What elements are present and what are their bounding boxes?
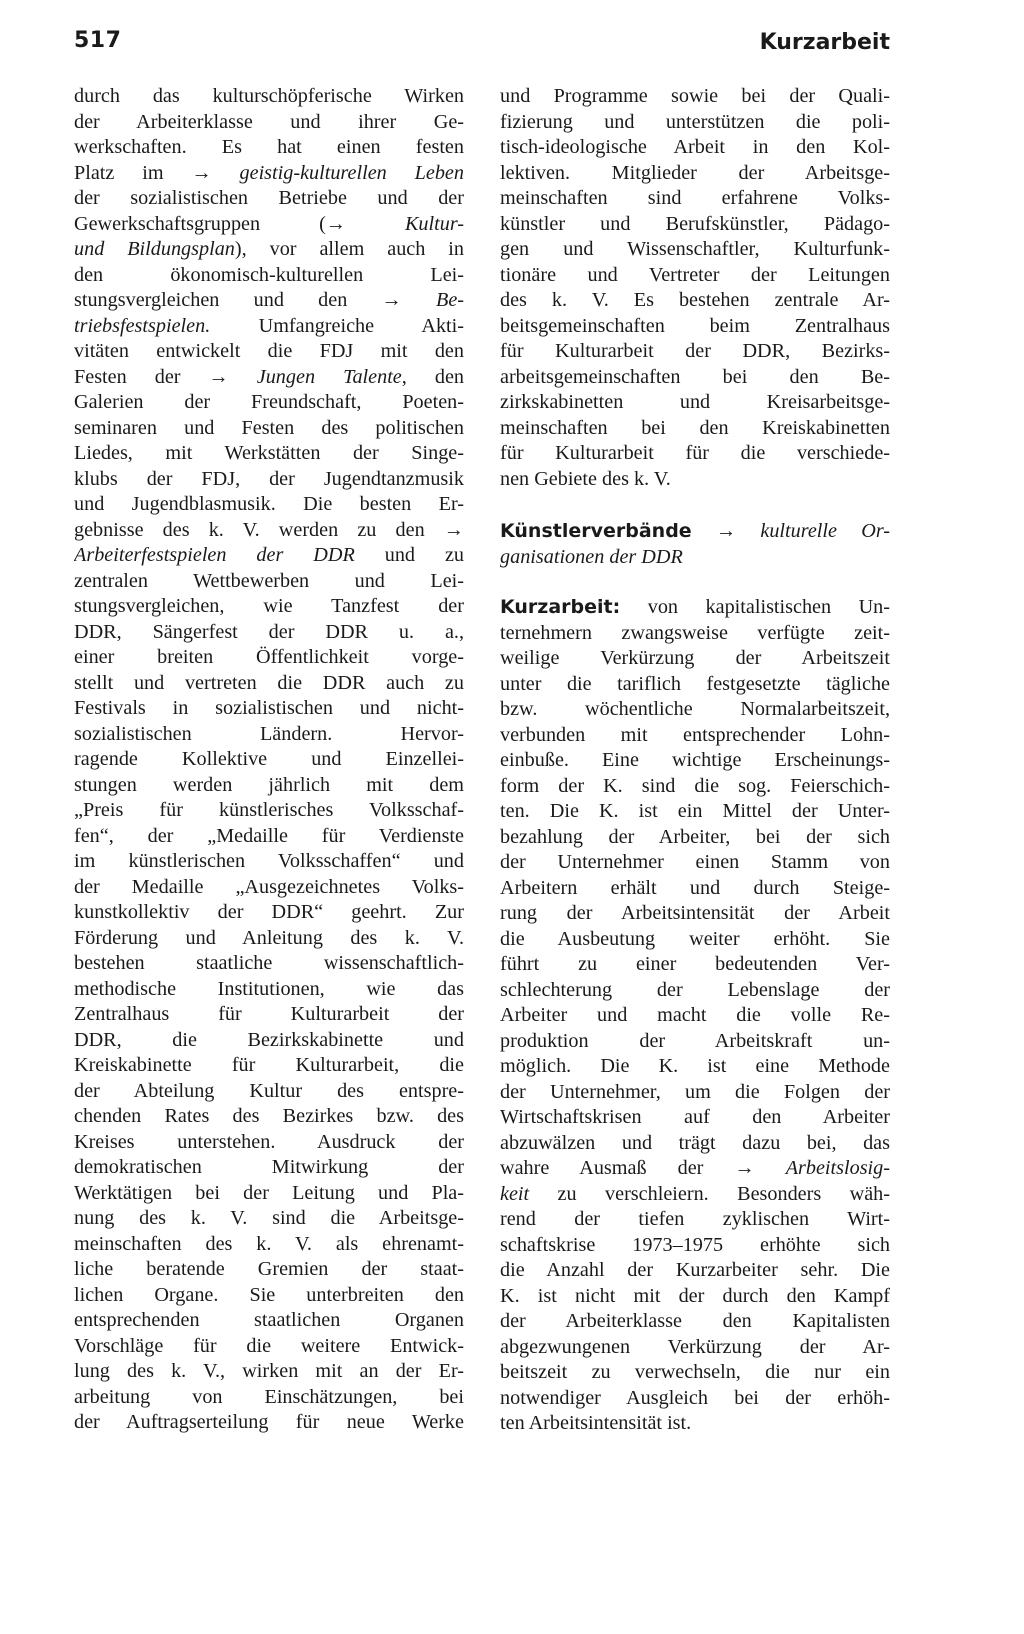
- text-line: durch das kulturschöpferische Wirken: [74, 85, 464, 107]
- text-line: der Abteilung Kultur des entspre-: [74, 1079, 464, 1102]
- text-line: des k. V. Es bestehen zentrale Ar-: [500, 289, 890, 311]
- text-line: Arbeiterfestspielen der DDR und zu: [74, 544, 464, 566]
- cross-reference-continued[interactable]: ganisationen der DDR: [500, 545, 683, 568]
- text-line: arbeitung von Einschätzungen, bei: [74, 1385, 464, 1408]
- text-line: Wirtschaftskrisen auf den Arbeiter: [500, 1106, 890, 1128]
- text-line: stungsvergleichen und den → Be-: [74, 289, 464, 311]
- text-line: form der K. sind die sog. Feierschich-: [500, 774, 890, 797]
- text-line: sozialistischen Ländern. Hervor-: [74, 722, 464, 745]
- text-line: abgezwungenen Verkürzung der Ar-: [500, 1335, 890, 1358]
- text-line: chenden Rates des Bezirkes bzw. des: [74, 1105, 464, 1127]
- text-line: und Bildungsplan), vor allem auch in: [74, 238, 464, 260]
- text-line: Vorschläge für die weitere Entwick-: [74, 1334, 464, 1357]
- text-line: weilige Verkürzung der Arbeitszeit: [500, 647, 890, 669]
- text-line: schlechterung der Lebenslage der: [500, 978, 890, 1001]
- cross-reference[interactable]: kulturelle Or-: [760, 520, 890, 542]
- text-line: Werktätigen bei der Leitung und Pla-: [74, 1181, 464, 1204]
- text-line: methodische Institutionen, wie das: [74, 977, 464, 1000]
- text-line: Arbeitern erhält und durch Steige-: [500, 876, 890, 899]
- text-line: schaftskrise 1973–1975 erhöhte sich: [500, 1233, 890, 1256]
- text-line: und Programme sowie bei der Quali-: [500, 85, 890, 107]
- text-line: Liedes, mit Werkstätten der Singe-: [74, 442, 464, 464]
- text-line: triebsfestspielen. Umfangreiche Akti-: [74, 314, 464, 337]
- text-line: DDR, die Bezirkskabinette und: [74, 1028, 464, 1051]
- text-line: liche beratende Gremien der staat-: [74, 1258, 464, 1280]
- text-line: verbunden mit entsprechender Lohn-: [500, 723, 890, 746]
- text-line: fizierung und unterstützen die poli-: [500, 110, 890, 133]
- text-line: einbuße. Eine wichtige Erscheinungs-: [500, 749, 890, 771]
- text-line: zentralen Wettbewerben und Lei-: [74, 569, 464, 592]
- text-line: gebnisse des k. V. werden zu den →: [74, 518, 464, 541]
- text-line: meinschaften des k. V. als ehrenamt-: [74, 1232, 464, 1255]
- arrow-icon: →: [715, 520, 737, 542]
- text-line: stellt und vertreten die DDR auch zu: [74, 671, 464, 694]
- text-line: keit zu verschleiern. Besonders wäh-: [500, 1182, 890, 1205]
- page-number: 517: [74, 28, 122, 53]
- text-line: meinschaften sind erfahrene Volks-: [500, 187, 890, 209]
- cross-reference[interactable]: triebsfestspielen.: [74, 314, 211, 337]
- text-line: beitsgemeinschaften beim Zentralhaus: [500, 314, 890, 337]
- text-line: Festivals in sozialistischen und nicht-: [74, 697, 464, 719]
- text-line: „Preis für künstlerisches Volksschaf-: [74, 799, 464, 821]
- text-line: fen“, der „Medaille für Verdienste: [74, 824, 464, 847]
- text-line: bzw. wöchentliche Normalarbeitszeit,: [500, 698, 890, 720]
- text-line: abzuwälzen und trägt dazu bei, das: [500, 1131, 890, 1154]
- text-line: kunstkollektiv der DDR“ geehrt. Zur: [74, 901, 464, 923]
- headword: Kurzarbeit:: [500, 596, 621, 618]
- cross-reference[interactable]: Kultur-: [404, 212, 464, 235]
- text-line: gen und Wissenschaftler, Kulturfunk-: [500, 238, 890, 260]
- text-line: produktion der Arbeitskraft un-: [500, 1029, 890, 1052]
- text-line: der Arbeiterklasse den Kapitalisten: [500, 1310, 890, 1332]
- text-line: meinschaften bei den Kreiskabinetten: [500, 416, 890, 439]
- headword: Künstlerverbände: [500, 520, 692, 542]
- text-line: Kreiskabinette für Kulturarbeit, die: [74, 1054, 464, 1076]
- text-line: Galerien der Freundschaft, Poeten-: [74, 391, 464, 413]
- text-line: rend der tiefen zyklischen Wirt-: [500, 1208, 890, 1230]
- text-line: Platz im → geistig-kulturellen Leben: [74, 161, 464, 184]
- text-line: künstler und Berufskünstler, Pädago-: [500, 212, 890, 235]
- text-line: wahre Ausmaß der → Arbeitslosig-: [500, 1157, 890, 1179]
- text-line: lektiven. Mitglieder der Arbeitsge-: [500, 161, 890, 184]
- text-line: ten. Die K. ist ein Mittel der Unter-: [500, 800, 890, 822]
- right-column: [500, 84, 890, 1437]
- text-line: ragende Kollektive und Einzellei-: [74, 748, 464, 770]
- text-line: Förderung und Anleitung des k. V.: [74, 926, 464, 949]
- text-line: DDR, Sängerfest der DDR u. a.,: [74, 620, 464, 643]
- entry-kuenstlerverbaende: [500, 519, 890, 570]
- cross-reference[interactable]: Jungen Talente: [256, 365, 402, 388]
- text-line: stungsvergleichen, wie Tanzfest der: [74, 595, 464, 617]
- text-line: für Kulturarbeit für die verschiede-: [500, 442, 890, 464]
- cross-reference[interactable]: Be-: [435, 289, 464, 311]
- text-line: den ökonomisch-kulturellen Lei-: [74, 263, 464, 286]
- text-line: im künstlerischen Volksschaffen“ und: [74, 850, 464, 872]
- text-line: tisch-ideologische Arbeit in den Kol-: [500, 136, 890, 158]
- text-line: bezahlung der Arbeiter, bei der sich: [500, 825, 890, 848]
- text-line: der Unternehmer einen Stamm von: [500, 851, 890, 873]
- text-line: für Kulturarbeit der DDR, Bezirks-: [500, 340, 890, 362]
- text-line: der sozialistischen Betriebe und der: [74, 187, 464, 209]
- text-line: rung der Arbeitsintensität der Arbeit: [500, 902, 890, 924]
- text-line: ternehmern zwangsweise verfügte zeit-: [500, 621, 890, 644]
- text-line: klubs der FDJ, der Jugendtanzmusik: [74, 467, 464, 490]
- cross-reference[interactable]: Arbeitslosig-: [785, 1157, 890, 1179]
- text-line: nen Gebiete des k. V.: [500, 467, 671, 490]
- text-line: der Medaille „Ausgezeichnetes Volks-: [74, 875, 464, 898]
- text-line: beitszeit zu verwechseln, die nur ein: [500, 1361, 890, 1383]
- text-line: führt zu einer bedeutenden Ver-: [500, 953, 890, 975]
- text-line: stungen werden jährlich mit dem: [74, 773, 464, 796]
- text-line: nung des k. V. sind die Arbeitsge-: [74, 1207, 464, 1229]
- text-line: tionäre und Vertreter der Leitungen: [500, 263, 890, 286]
- entry-kurzarbeit: [500, 595, 890, 1437]
- text-line: Gewerkschaftsgruppen (→ Kultur-: [74, 212, 464, 235]
- text-line: bestehen staatliche wissenschaftlich-: [74, 952, 464, 974]
- text-line: arbeitsgemeinschaften bei den Be-: [500, 365, 890, 388]
- text-line: Arbeiter und macht die volle Re-: [500, 1004, 890, 1026]
- left-column: [74, 84, 464, 1436]
- cross-reference[interactable]: keit: [500, 1182, 530, 1205]
- text-line: K. ist nicht mit der durch den Kampf: [500, 1284, 890, 1307]
- definition-start: von kapitalistischen Un-: [647, 596, 890, 618]
- text-line: lung des k. V., wirken mit an der Er-: [74, 1360, 464, 1382]
- text-line: einer breiten Öffentlichkeit vorge-: [74, 646, 464, 668]
- text-line: der Unternehmer, um die Folgen der: [500, 1080, 890, 1103]
- text-line: Festen der → Jungen Talente, den: [74, 365, 464, 388]
- text-line: die Ausbeutung weiter erhöht. Sie: [500, 927, 890, 950]
- cross-reference[interactable]: und Bildungsplan: [74, 238, 235, 260]
- text-line: notwendiger Ausgleich bei der erhöh-: [500, 1386, 890, 1409]
- entry-continuation: [500, 84, 890, 492]
- text-line: zirkskabinetten und Kreisarbeitsge-: [500, 391, 890, 413]
- text-line: vitäten entwickelt die FDJ mit den: [74, 340, 464, 362]
- text-line: Zentralhaus für Kulturarbeit der: [74, 1003, 464, 1025]
- text-line: die Anzahl der Kurzarbeiter sehr. Die: [500, 1259, 890, 1281]
- text-line: werkschaften. Es hat einen festen: [74, 136, 464, 158]
- text-line: entsprechenden staatlichen Organen: [74, 1309, 464, 1331]
- text-line: der Arbeiterklasse und ihrer Ge-: [74, 110, 464, 133]
- text-line: möglich. Die K. ist eine Methode: [500, 1055, 890, 1077]
- text-line: lichen Organe. Sie unterbreiten den: [74, 1283, 464, 1306]
- text-line: unter die tariflich festgesetzte tägliche: [500, 672, 890, 695]
- text-line: seminaren und Festen des politischen: [74, 416, 464, 439]
- text-line: demokratischen Mitwirkung der: [74, 1156, 464, 1178]
- text-line: und Jugendblasmusik. Die besten Er-: [74, 493, 464, 515]
- text-line: der Auftragserteilung für neue Werke: [74, 1411, 464, 1433]
- cross-reference[interactable]: Arbeiterfestspielen der DDR: [74, 544, 355, 566]
- text-line: ten Arbeitsintensität ist.: [500, 1412, 692, 1434]
- text-line: Kreises unterstehen. Ausdruck der: [74, 1130, 464, 1153]
- running-head: Kurzarbeit: [759, 30, 890, 55]
- cross-reference[interactable]: geistig-kulturellen Leben: [239, 161, 464, 184]
